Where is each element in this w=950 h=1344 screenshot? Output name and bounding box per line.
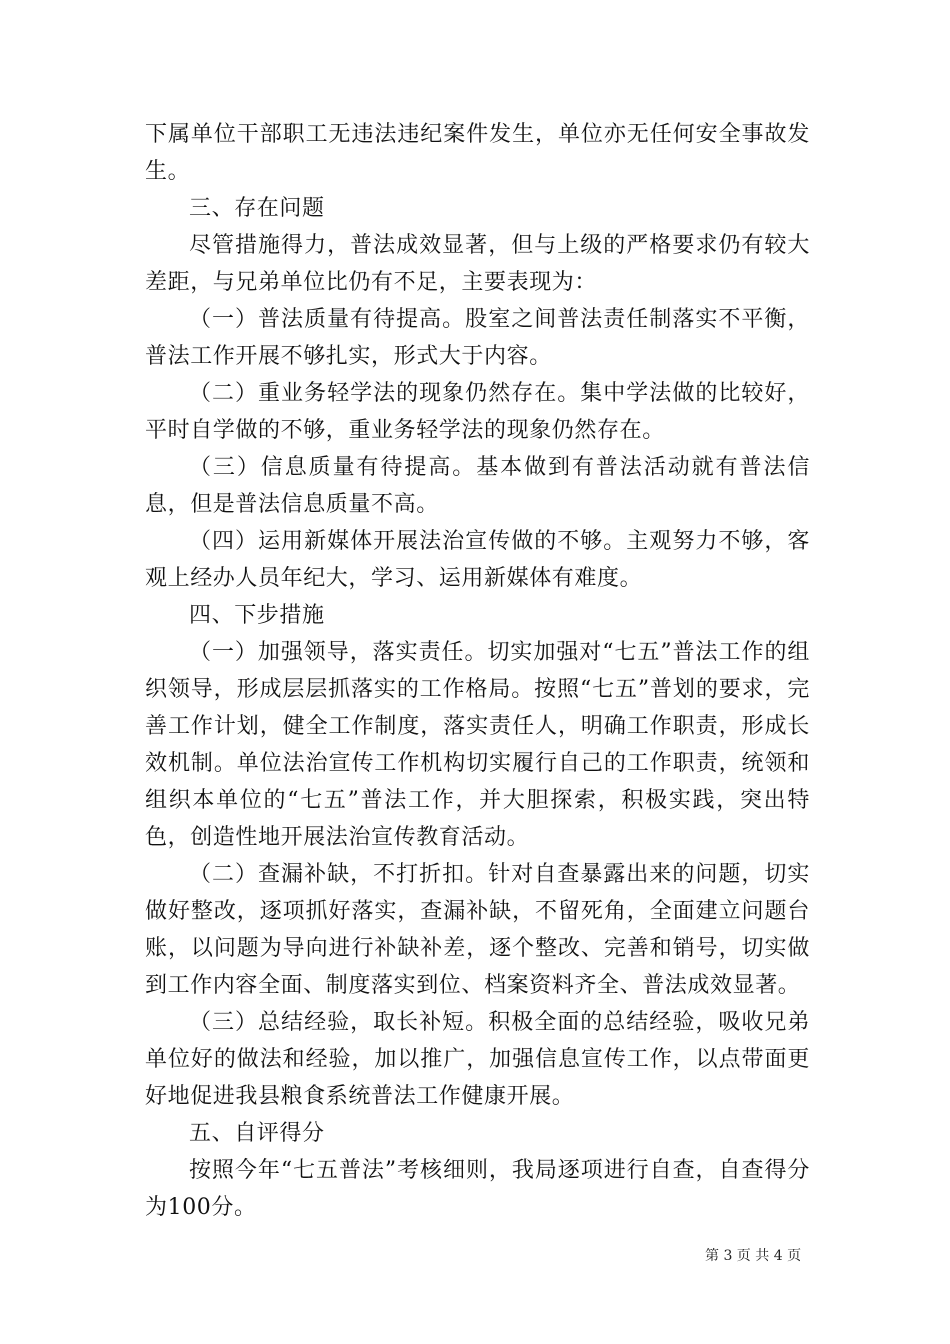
section-heading-self-score: 五、自评得分: [189, 1121, 325, 1146]
paragraph-continuation: 下属单位干部职工无违法违纪案件发生，单位亦无任何安全事故发生。: [145, 122, 810, 184]
paragraph-problem-4: （四）运用新媒体开展法治宣传做的不够。主观努力不够，客观上经办人员年纪大，学习、运用新媒体有难度。: [145, 529, 810, 591]
paragraph-problem-3: （三）信息质量有待提高。基本做到有普法活动就有普法信息，但是普法信息质量不高。: [145, 455, 810, 517]
paragraph-step-2: （二）查漏补缺，不打折扣。针对自查暴露出来的问题，切实做好整改，逐项抓好落实，查漏补缺，不留死角，全面建立问题台账，以问题为导向进行补缺补差，逐个整改、完善和销号，切实做到工作内容全面、制度落实到位、档案资料齐全、普法成效显著。: [145, 862, 810, 998]
document-body: [145, 116, 810, 1226]
paragraph-step-1: （一）加强领导，落实责任。切实加强对“七五”普法工作的组织领导，形成层层抓落实的工作格局。按照“七五”普划的要求，完善工作计划，健全工作制度，落实责任人，明确工作职责，形成长效机制。单位法治宣传工作机构切实履行自己的工作职责，统领和组织本单位的“七五”普法工作，并大胆探索，积极实践，突出特色，创造性地开展法治宣传教育活动。: [145, 640, 810, 850]
section-heading-problems: 三、存在问题: [189, 196, 325, 221]
paragraph-self-score: 按照今年“七五普法”考核细则，我局逐项进行自查，自查得分为100分。: [145, 1158, 810, 1220]
paragraph-problems-intro: 尽管措施得力，普法成效显著，但与上级的严格要求仍有较大差距，与兄弟单位比仍有不足，主要表现为：: [145, 233, 810, 295]
paragraph-step-3: （三）总结经验，取长补短。积极全面的总结经验，吸收兄弟单位好的做法和经验，加以推广，加强信息宣传工作，以点带面更好地促进我县粮食系统普法工作健康开展。: [145, 1010, 810, 1109]
section-heading-next-steps: 四、下步措施: [189, 603, 325, 628]
paragraph-problem-1: （一）普法质量有待提高。股室之间普法责任制落实不平衡，普法工作开展不够扎实，形式大于内容。: [145, 307, 810, 369]
page-number-footer: 第 3 页 共 4 页: [705, 1248, 802, 1264]
paragraph-problem-2: （二）重业务轻学法的现象仍然存在。集中学法做的比较好，平时自学做的不够，重业务轻学法的现象仍然存在。: [145, 381, 810, 443]
